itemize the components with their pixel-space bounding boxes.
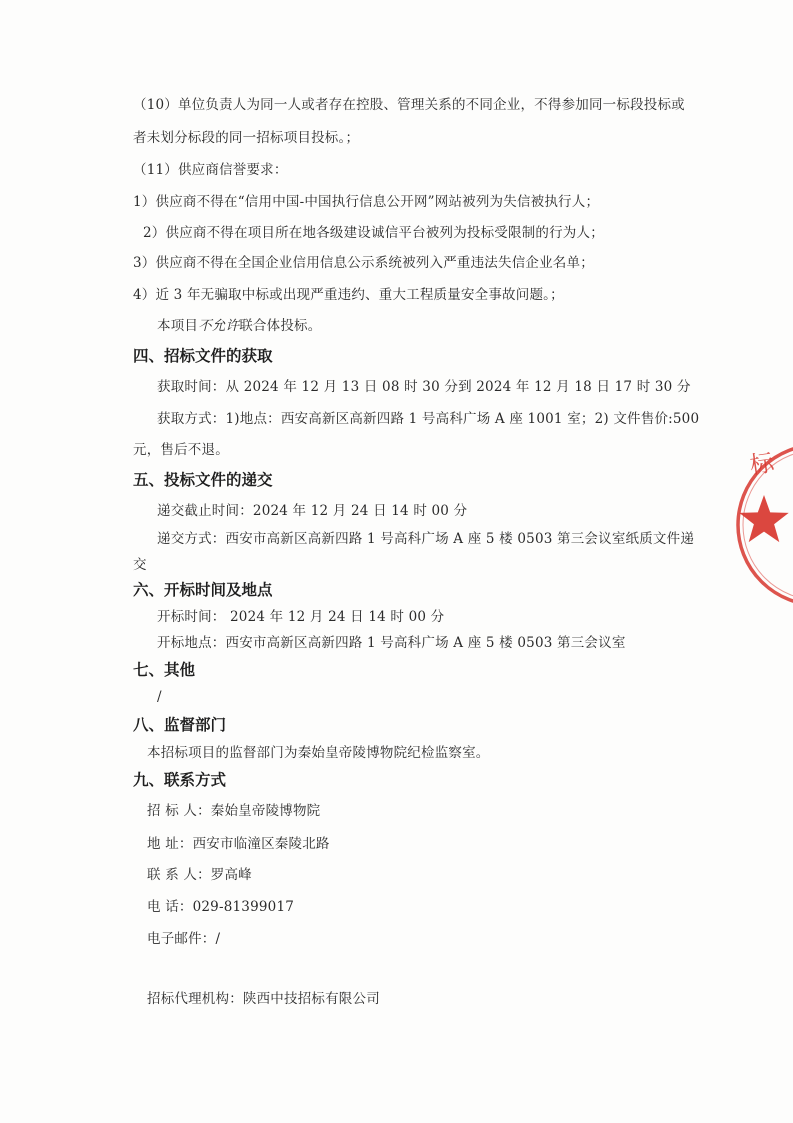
- consortium-note-prefix: 本项目: [157, 318, 199, 334]
- contact-address: 地 址：西安市临潼区秦陵北路: [147, 836, 330, 852]
- section-8-heading: 八、监督部门: [133, 716, 227, 734]
- contact-phone: 电 话：029-81399017: [147, 899, 295, 915]
- section-9-heading: 九、联系方式: [133, 771, 227, 789]
- opening-place: 开标地点：西安市高新区高新四路 1 号高科广场 A 座 5 楼 0503 第三会议室: [157, 635, 626, 651]
- section-7-heading: 七、其他: [133, 661, 196, 679]
- seal-character: 标: [748, 448, 776, 480]
- consortium-note-emphasis: 不允许: [198, 318, 240, 334]
- acquisition-method-continued: 元，售后不退。: [133, 442, 229, 458]
- section-4-heading: 四、招标文件的获取: [133, 347, 273, 365]
- clause-10: （10）单位负责人为同一人或者存在控股、管理关系的不同企业，不得参加同一标段投标或: [133, 97, 685, 113]
- acquisition-time: 获取时间：从 2024 年 12 月 13 日 08 时 30 分到 2024 年 12 月 18 日 17 时 30 分: [157, 379, 691, 395]
- consortium-note-suffix: 联合体投标。: [239, 318, 322, 334]
- opening-time: 开标时间： 2024 年 12 月 24 日 14 时 00 分: [157, 609, 445, 625]
- other-content: /: [157, 689, 162, 705]
- consortium-note: [157, 317, 321, 335]
- contact-agency: 招标代理机构：陕西中技招标有限公司: [147, 991, 380, 1007]
- acquisition-method: 获取方式：1)地点：西安高新区高新四路 1 号高科广场 A 座 1001 室；2) 文件售价:500: [157, 411, 700, 427]
- submission-method: 递交方式：西安市高新区高新四路 1 号高科广场 A 座 5 楼 0503 第三会议室纸质文件递: [157, 531, 695, 547]
- company-seal: [722, 440, 793, 610]
- credit-item-4: 4）近 3 年无骗取中标或出现严重违约、重大工程质量安全事故问题。；: [133, 287, 564, 303]
- submission-method-continued: 交: [133, 557, 147, 573]
- credit-item-2: 2）供应商不得在项目所在地各级建设诚信平台被列为投标受限制的行为人；: [143, 225, 604, 241]
- credit-item-3: 3）供应商不得在全国企业信用信息公示系统被列入严重违法失信企业名单；: [133, 255, 594, 271]
- supervision-content: 本招标项目的监督部门为秦始皇帝陵博物院纪检监察室。: [147, 745, 490, 761]
- credit-item-1: 1）供应商不得在“信用中国-中国执行信息公开网”网站被列为失信被执行人；: [133, 194, 600, 210]
- seal-graphic: [722, 440, 793, 610]
- contact-person: 联 系 人：罗高峰: [147, 867, 252, 883]
- section-6-heading: 六、开标时间及地点: [133, 581, 273, 599]
- contact-email: 电子邮件：/: [147, 931, 221, 947]
- clause-11: （11）供应商信誉要求：: [133, 162, 288, 178]
- clause-10-continued: 者未划分标段的同一招标项目投标。；: [133, 130, 360, 146]
- submission-deadline: 递交截止时间：2024 年 12 月 24 日 14 时 00 分: [157, 503, 468, 519]
- contact-tenderer: 招 标 人：秦始皇帝陵博物院: [147, 803, 321, 819]
- section-5-heading: 五、投标文件的递交: [133, 471, 273, 489]
